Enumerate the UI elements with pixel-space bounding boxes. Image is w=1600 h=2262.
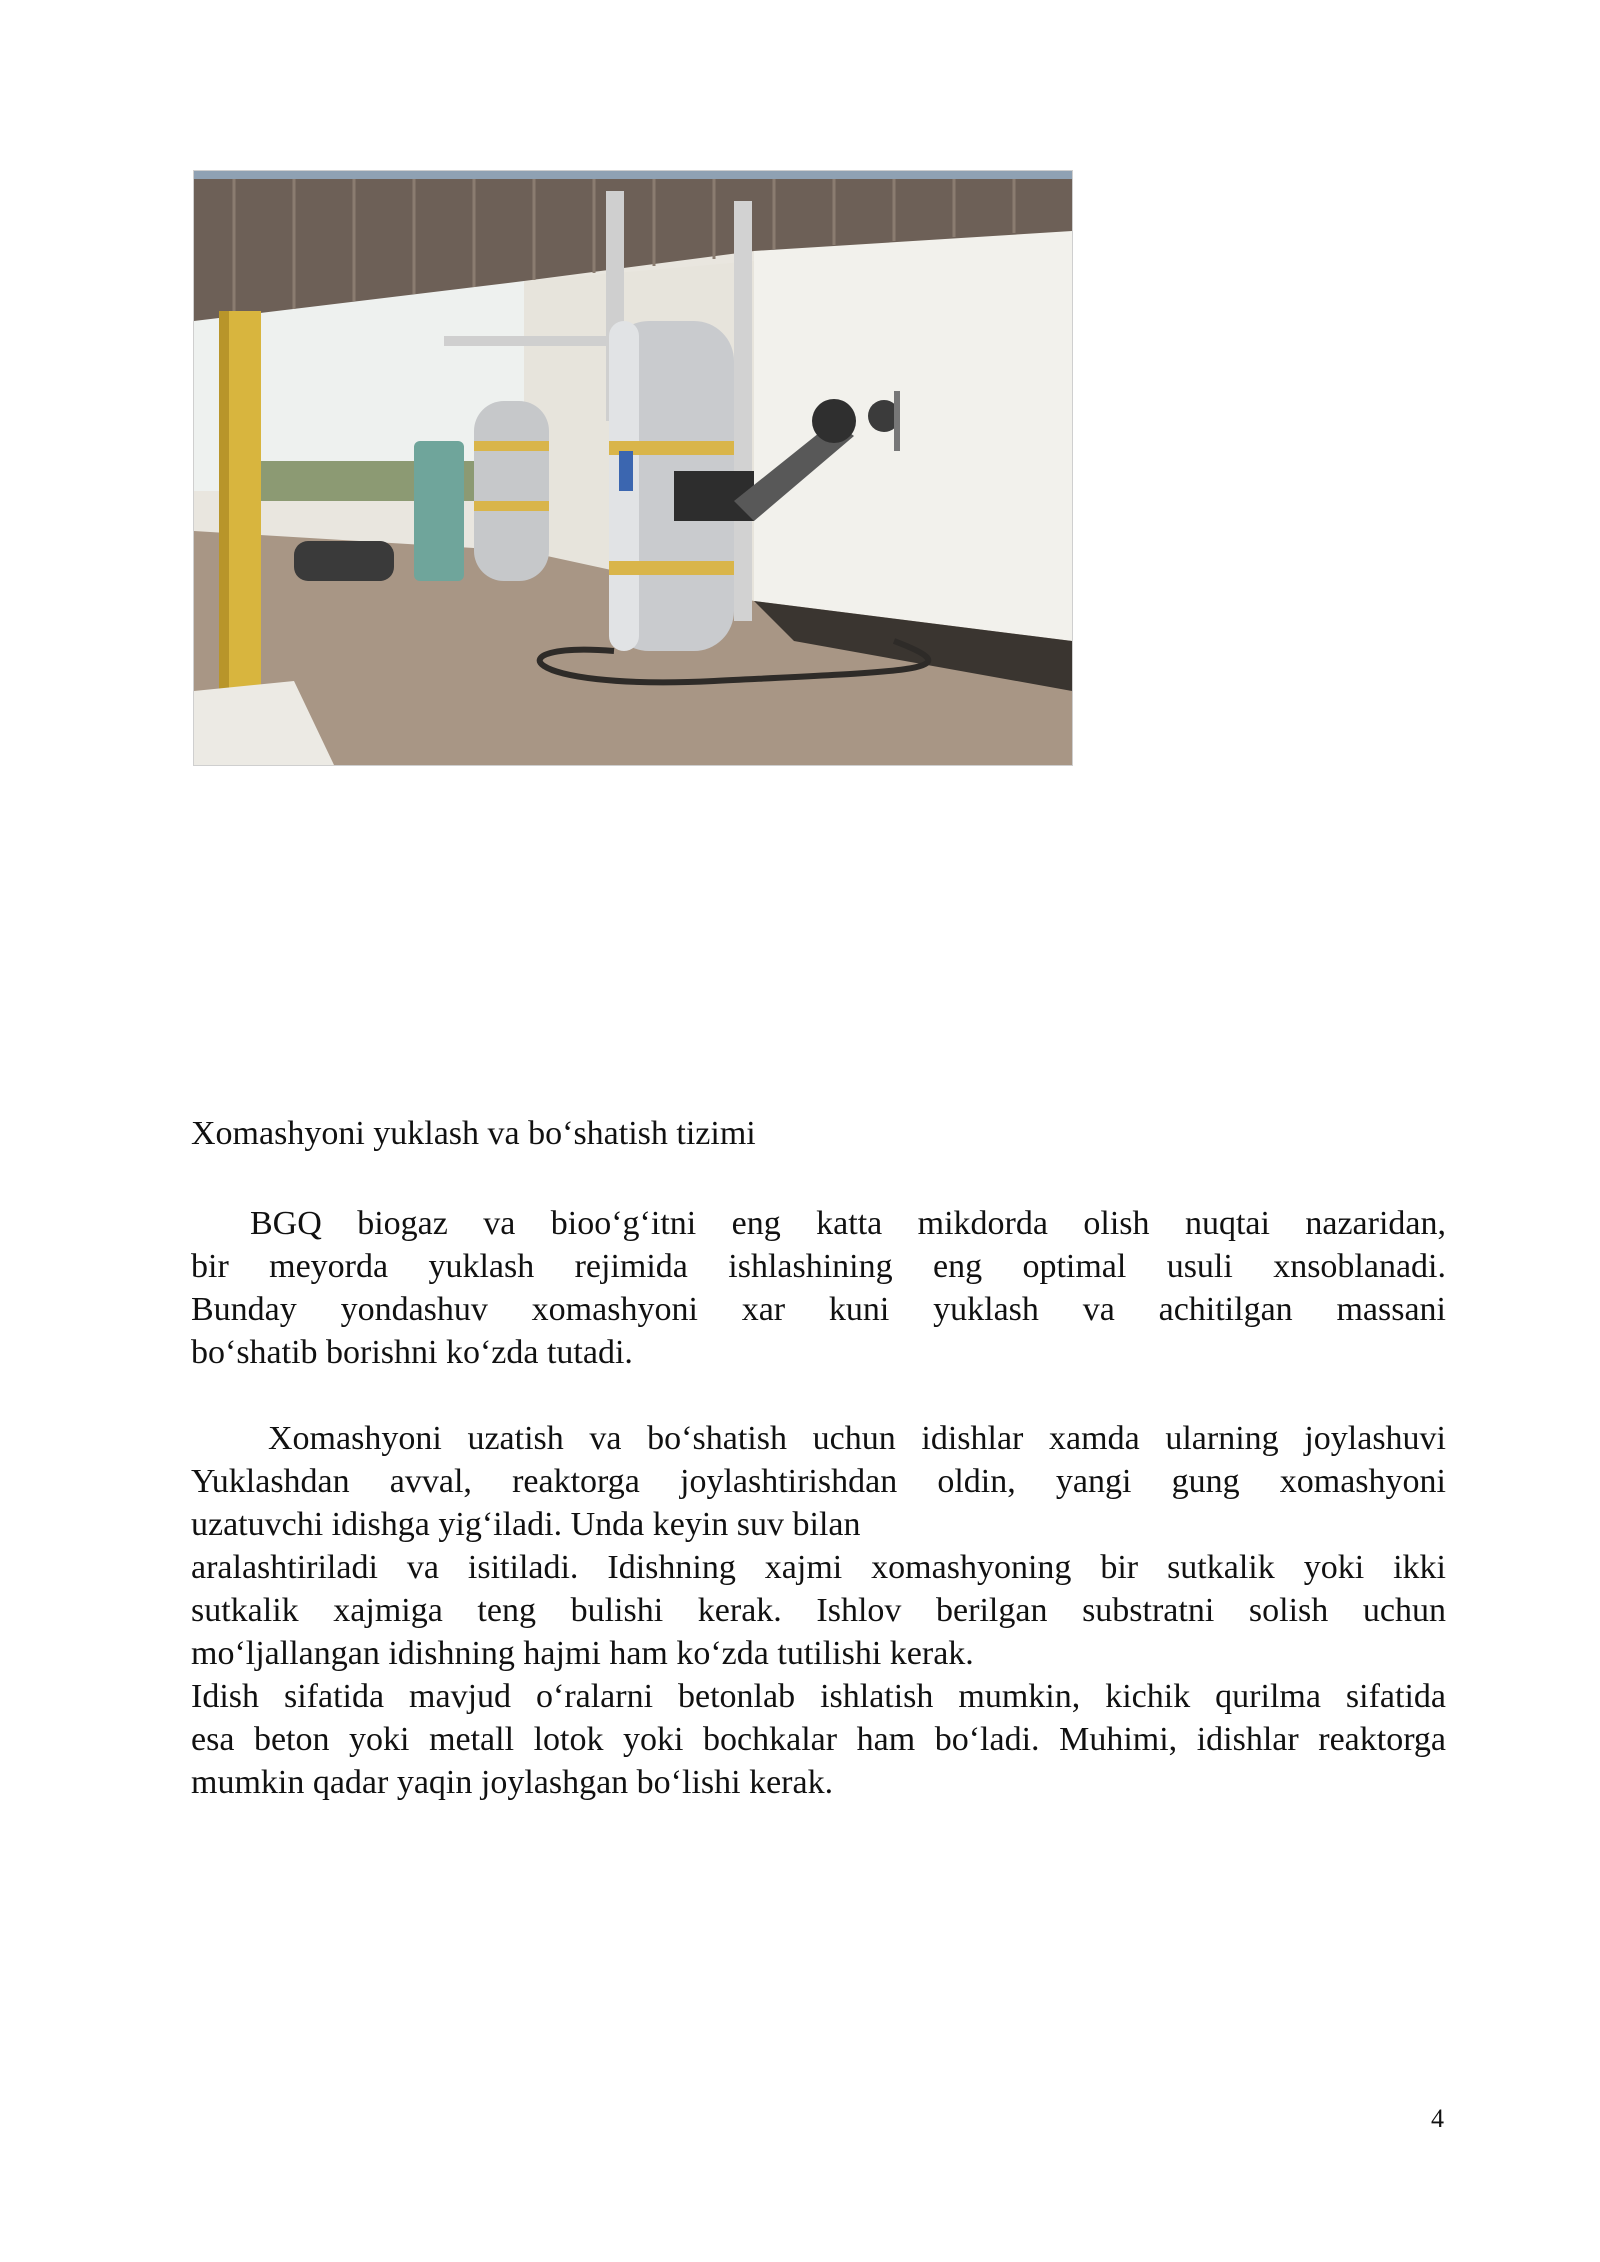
paragraph2-line-5: sutkalik xajmiga teng bulishi kerak. Ishlov berilgan substratni solish uchun xyxy=(191,1592,1446,1629)
paragraph1-line-3: Bunday yondashuv xomashyoni xar kuni yuklash va achitilgan massani xyxy=(191,1291,1446,1328)
paragraph2-line-4: aralashtiriladi va isitiladi. Idishning xajmi xomashyoning bir sutkalik yoki ikki xyxy=(191,1549,1446,1586)
paragraph2-line-9: mumkin qadar yaqin joylashgan bo‘lishi kerak. xyxy=(191,1764,834,1801)
paragraph1-line-1: BGQ biogaz va bioo‘g‘itni eng katta mikdorda olish nuqtai nazaridan, xyxy=(250,1205,1446,1242)
paragraph2-line-7: Idish sifatida mavjud o‘ralarni betonlab ishlatish mumkin, kichik qurilma sifatida xyxy=(191,1678,1446,1715)
paragraph2-line-8: esa beton yoki metall lotok yoki bochkalar ham bo‘ladi. Muhimi, idishlar reaktorga xyxy=(191,1721,1446,1758)
paragraph2-line-2: Yuklashdan avval, reaktorga joylashtirishdan oldin, yangi gung xomashyoni xyxy=(191,1463,1446,1500)
paragraph1-line-2: bir meyorda yuklash rejimida ishlashining eng optimal usuli xnsoblanadi. xyxy=(191,1248,1446,1285)
biogas-plant-photo xyxy=(193,170,1073,766)
page-number: 4 xyxy=(1431,2104,1444,2133)
paragraph2-line-1: Xomashyoni uzatish va bo‘shatish uchun idishlar xamda ularning joylashuvi xyxy=(268,1420,1446,1457)
paragraph1-line-4: bo‘shatib borishni ko‘zda tutadi. xyxy=(191,1334,633,1371)
paragraph2-line-3: uzatuvchi idishga yig‘iladi. Unda keyin suv bilan xyxy=(191,1506,861,1543)
section-heading: Xomashyoni yuklash va bo‘shatish tizimi xyxy=(191,1115,756,1152)
paragraph2-line-6: mo‘ljallangan idishning hajmi ham ko‘zda tutilishi kerak. xyxy=(191,1635,974,1672)
